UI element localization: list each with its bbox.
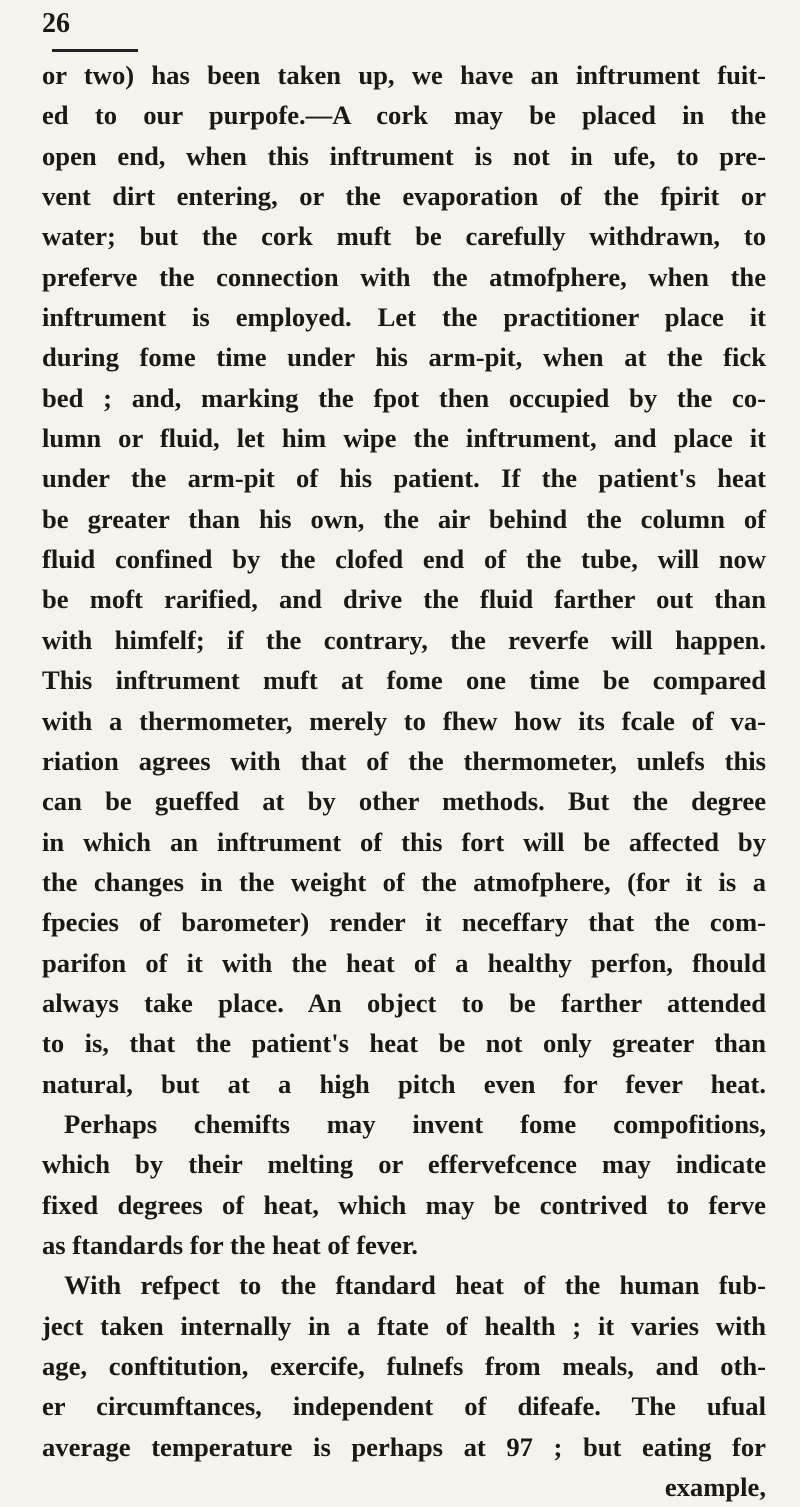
text-line: under the arm-pit of his patient. If the patient's heat: [42, 463, 766, 494]
catchword: example,: [664, 1472, 766, 1503]
text-line: fluid confined by the clofed end of the tube, will now: [42, 544, 766, 575]
text-line: to is, that the patient's heat be not only greater than: [42, 1028, 766, 1059]
text-line: open end, when this inftrument is not in ufe, to pre-: [42, 140, 766, 171]
text-line: can be gueffed at by other methods. But the degree: [42, 786, 766, 817]
text-line: water; but the cork muft be carefully withdrawn, to: [42, 221, 766, 252]
text-line: or two) has been taken up, we have an inftrument fuit-: [42, 60, 766, 90]
text-line: fpecies of barometer) render it neceffary that the com-: [42, 907, 766, 938]
text-line: be moft rarified, and drive the fluid farther out than: [42, 584, 766, 615]
text-line: lumn or fluid, let him wipe the inftrument, and place it: [42, 423, 766, 454]
text-line: inftrument is employed. Let the practitioner place it: [42, 302, 766, 333]
text-line: as ftandards for the heat of fever.: [42, 1229, 418, 1260]
text-line: always take place. An object to be farther attended: [42, 987, 766, 1018]
text-line: with himfelf; if the contrary, the reverfe will happen.: [42, 624, 766, 655]
text-line: bed ; and, marking the fpot then occupied by the co-: [42, 382, 766, 413]
text-line: This inftrument muft at fome one time be compared: [42, 665, 766, 696]
text-line: Perhaps chemifts may invent fome compofitions,: [64, 1108, 766, 1139]
text-line: vent dirt entering, or the evaporation of the fpirit or: [42, 181, 766, 212]
text-line: the changes in the weight of the atmofphere, (for it is a: [42, 866, 766, 897]
text-line: in which an inftrument of this fort will be affected by: [42, 826, 766, 857]
text-line: average temperature is perhaps at 97 ; but eating for: [42, 1431, 766, 1462]
text-line: ject taken internally in a ftate of health ; it varies with: [42, 1310, 766, 1341]
text-line: fixed degrees of heat, which may be contrived to ferve: [42, 1189, 766, 1220]
text-line: age, conftitution, exercife, fulnefs from meals, and oth-: [42, 1351, 766, 1381]
page-number: 26: [42, 8, 70, 39]
text-line: ed to our purpofe.—A cork may be placed in the: [42, 100, 766, 131]
text-line: preferve the connection with the atmofphere, when the: [42, 261, 766, 292]
text-line: parifon of it with the heat of a healthy perfon, fhould: [42, 947, 766, 978]
header-rule: [52, 49, 138, 52]
text-line: With refpect to the ftandard heat of the human fub-: [64, 1270, 766, 1301]
text-line: with a thermometer, merely to fhew how its fcale of va-: [42, 705, 766, 736]
text-line: natural, but at a high pitch even for fever heat.: [42, 1068, 766, 1099]
text-line: during fome time under his arm-pit, when at the fick: [42, 342, 766, 373]
text-line: which by their melting or effervefcence may indicate: [42, 1149, 766, 1180]
text-line: riation agrees with that of the thermometer, unlefs this: [42, 745, 766, 776]
body-text: [42, 55, 766, 1507]
text-line: er circumftances, independent of difeafe. The ufual: [42, 1391, 766, 1422]
text-line: be greater than his own, the air behind the column of: [42, 503, 766, 534]
